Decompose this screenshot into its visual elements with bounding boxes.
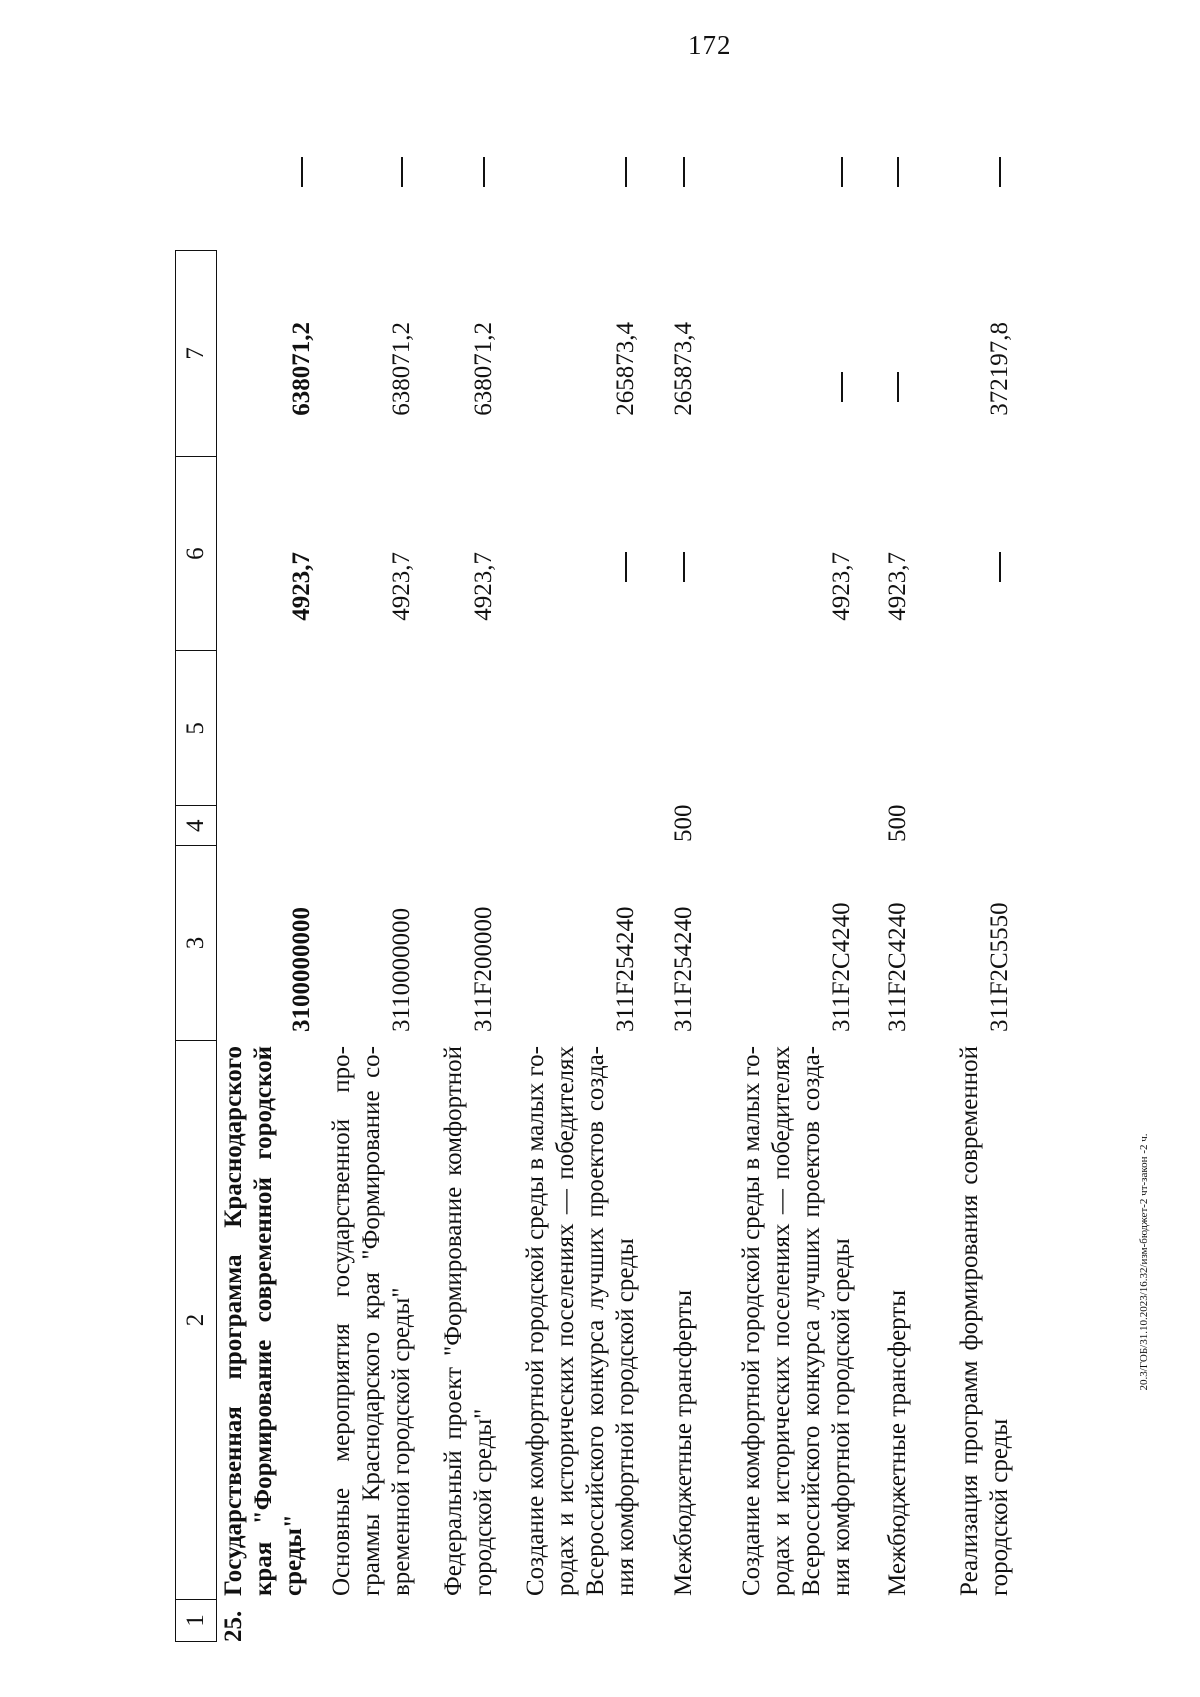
row-code: 3110000000 <box>388 907 415 1032</box>
header-col-6: 6 <box>176 456 216 651</box>
row-col6: 638071,2 <box>288 322 315 416</box>
budget-table <box>175 112 1105 1642</box>
dash-col7 <box>387 157 417 187</box>
row-name-line: родах и исторических поселениях — победителях <box>768 1046 795 1596</box>
header-col-4: 4 <box>176 805 216 845</box>
header-col-5: 5 <box>176 650 216 805</box>
row-name <box>439 1046 499 1596</box>
row-name-line: Создание комфортной городской среды в малых го- <box>738 1046 765 1596</box>
row-col6: 638071,2 <box>470 322 497 416</box>
row-col6: 638071,2 <box>388 322 415 416</box>
row-vr: 500 <box>670 804 697 842</box>
row-name-line: Основные мероприятия государственной про- <box>328 1046 355 1596</box>
row-name-line: ния комфортной городской среды <box>612 1238 639 1596</box>
dash-col7 <box>287 157 317 187</box>
row-name-line: Всероссийского конкурса лучших проектов созда- <box>798 1046 825 1596</box>
row-col5: 4923,7 <box>388 552 415 621</box>
header-col-3: 3 <box>176 845 216 1040</box>
dash-col6 <box>827 372 857 402</box>
row-name-line: городской среды <box>986 1418 1013 1596</box>
row-name-line: среды" <box>280 1514 307 1596</box>
row-col6: 265873,4 <box>670 322 697 416</box>
row-col5: 4923,7 <box>884 552 911 621</box>
row-name-line: городской среды" <box>470 1408 497 1596</box>
row-code: 311F2C4240 <box>884 902 911 1032</box>
dash-col7 <box>985 157 1015 187</box>
row-code: 311F2C4240 <box>828 902 855 1032</box>
row-col5: 4923,7 <box>828 552 855 621</box>
page-number: 172 <box>688 30 732 60</box>
row-name <box>737 1046 857 1596</box>
row-vr: 500 <box>884 804 911 842</box>
row-name-line: Федеральный проект "Формирование комфортной <box>440 1046 467 1596</box>
row-name-line: Реализация программ формирования современной <box>956 1046 983 1596</box>
header-col-1: 1 <box>176 1599 216 1641</box>
dash-col7 <box>469 157 499 187</box>
row-code: 311F254240 <box>612 906 639 1032</box>
row-number: 25. <box>220 1610 247 1642</box>
header-col-2: 2 <box>176 1040 216 1599</box>
dash-col7 <box>611 157 641 187</box>
row-name <box>883 1046 913 1596</box>
dash-col7 <box>883 157 913 187</box>
budget-table-page <box>175 112 1105 1642</box>
row-code: 3100000000 <box>288 907 315 1032</box>
row-code: 311F200000 <box>470 906 497 1032</box>
row-name-line: Государственная программа Краснодарского <box>220 1046 247 1596</box>
row-name-line: Всероссийского конкурса лучших проектов созда- <box>582 1046 609 1596</box>
row-name <box>521 1046 641 1596</box>
footer-code: 20.3/ГОБ/31.10.2023/16.32/изм-бюджет-2 чт-закон -2 ч. <box>1138 1133 1150 1391</box>
row-name-line: Межбюджетные трансферты <box>670 1289 697 1596</box>
row-name <box>219 1046 309 1596</box>
row-name <box>955 1046 1015 1596</box>
row-name-line: края "Формирование современной городской <box>250 1046 277 1596</box>
row-name-line: временной городской среды" <box>388 1287 415 1596</box>
dash-col7 <box>827 157 857 187</box>
header-col-7: 7 <box>182 347 209 360</box>
dash-col6 <box>883 372 913 402</box>
row-name-line: ния комфортной городской среды <box>828 1238 855 1596</box>
row-col6: 372197,8 <box>986 322 1013 416</box>
dash-col5 <box>669 552 699 582</box>
dash-col5 <box>611 552 641 582</box>
row-name-line: Межбюджетные трансферты <box>884 1289 911 1596</box>
row-col5: 4923,7 <box>288 552 315 621</box>
row-name-line: родах и исторических поселениях — победителях <box>552 1046 579 1596</box>
dash-col5 <box>985 552 1015 582</box>
table-header <box>175 250 217 1642</box>
row-col6: 265873,4 <box>612 322 639 416</box>
row-name <box>669 1046 699 1596</box>
row-code: 311F2C5550 <box>986 902 1013 1032</box>
row-col5: 4923,7 <box>470 552 497 621</box>
row-code: 311F254240 <box>670 906 697 1032</box>
dash-col7 <box>669 157 699 187</box>
row-name-line: Создание комфортной городской среды в малых го- <box>522 1046 549 1596</box>
row-name <box>327 1046 417 1596</box>
row-name-line: граммы Краснодарского края "Формирование со- <box>358 1046 385 1596</box>
